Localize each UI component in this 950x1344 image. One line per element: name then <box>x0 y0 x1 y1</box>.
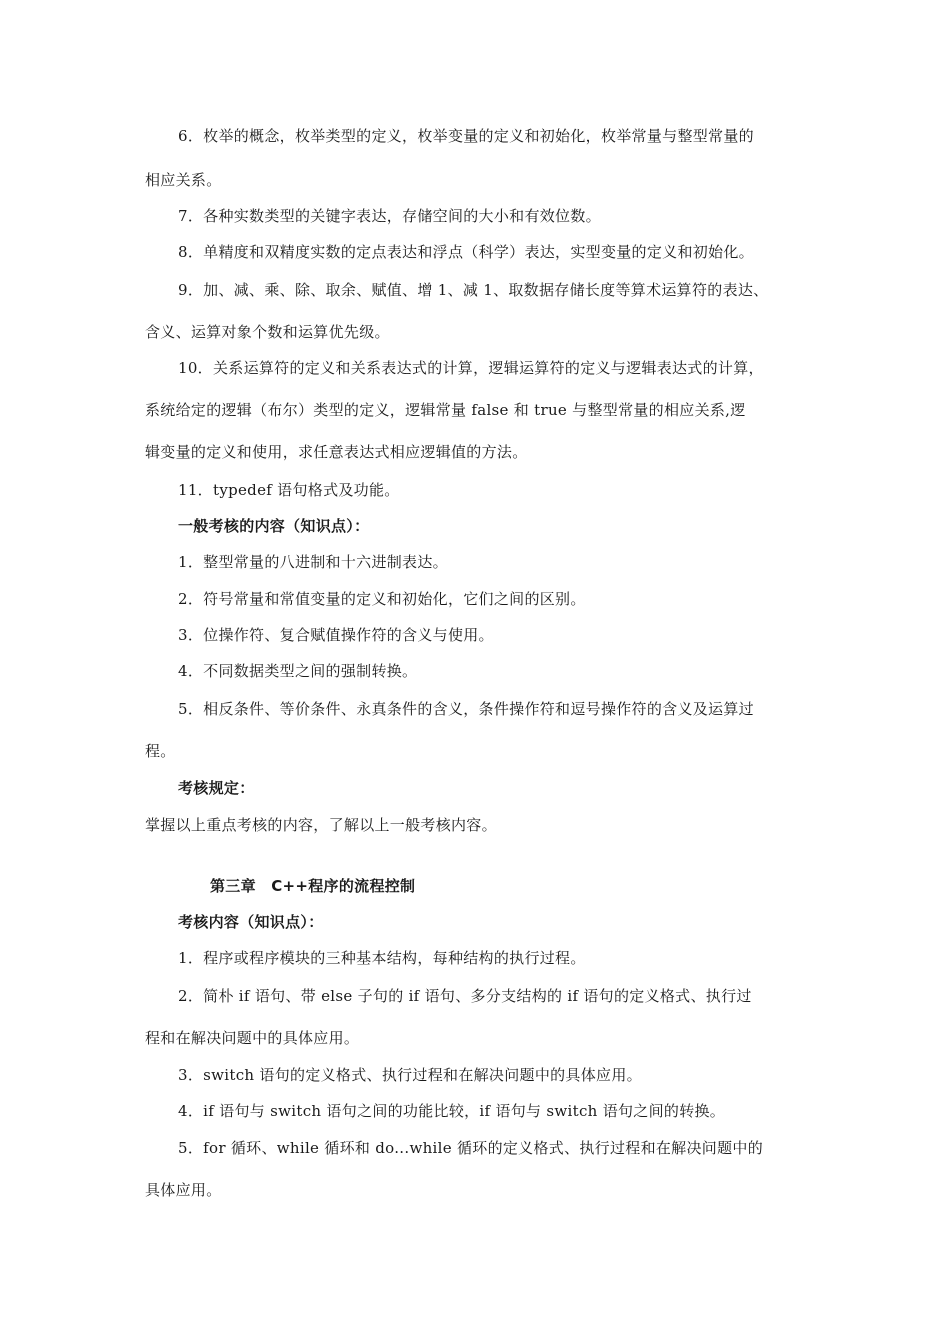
content-item-2-line-2: 程和在解决问题中的具体应用。 <box>145 1029 360 1047</box>
content-item-4: 4．if 语句与 switch 语句之间的功能比较，if 语句与 switch 语句之间的转换。 <box>178 1102 726 1120</box>
content-item-5-line-2: 具体应用。 <box>145 1181 222 1199</box>
section-heading-general: 一般考核的内容（知识点）： <box>178 517 370 535</box>
item-6-line-1: 6．枚举的概念，枚举类型的定义，枚举变量的定义和初始化，枚举常量与整型常量的 <box>178 127 754 145</box>
rules-text: 掌握以上重点考核的内容，了解以上一般考核内容。 <box>145 816 497 834</box>
item-8: 8．单精度和双精度实数的定点表达和浮点（科学）表达，实型变量的定义和初始化。 <box>178 243 754 261</box>
general-item-2: 2．符号常量和常值变量的定义和初始化，它们之间的区别。 <box>178 590 586 608</box>
item-10-line-3: 辑变量的定义和使用，求任意表达式相应逻辑值的方法。 <box>145 443 528 461</box>
item-7: 7．各种实数类型的关键字表达，存储空间的大小和有效位数。 <box>178 207 601 225</box>
content-item-2-line-1: 2．简朴 if 语句、带 else 子句的 if 语句、多分支结构的 if 语句的定义格式、执行过 <box>178 987 752 1005</box>
item-6-line-2: 相应关系。 <box>145 171 222 189</box>
section-heading-content: 考核内容（知识点）： <box>178 913 324 931</box>
section-heading-rules: 考核规定： <box>178 779 255 797</box>
general-item-4: 4．不同数据类型之间的强制转换。 <box>178 662 418 680</box>
item-10-line-2: 系统给定的逻辑（布尔）类型的定义，逻辑常量 false 和 true 与整型常量的相应关系,逻 <box>145 401 746 419</box>
content-item-3: 3．switch 语句的定义格式、执行过程和在解决问题中的具体应用。 <box>178 1066 642 1084</box>
content-item-5-line-1: 5．for 循环、while 循环和 do...while 循环的定义格式、执行过程和在解决问题中的 <box>178 1139 763 1157</box>
general-item-3: 3．位操作符、复合赋值操作符的含义与使用。 <box>178 626 494 644</box>
general-item-5-line-1: 5．相反条件、等价条件、永真条件的含义，条件操作符和逗号操作符的含义及运算过 <box>178 700 754 718</box>
general-item-5-line-2: 程。 <box>145 742 176 760</box>
general-item-1: 1．整型常量的八进制和十六进制表达。 <box>178 553 448 571</box>
chapter-title: 第三章 C++程序的流程控制 <box>210 877 416 895</box>
item-9-line-2: 含义、运算对象个数和运算优先级。 <box>145 323 390 341</box>
item-10-line-1: 10．关系运算符的定义和关系表达式的计算，逻辑运算符的定义与逻辑表达式的计算， <box>178 359 764 377</box>
item-9-line-1: 9．加、减、乘、除、取余、赋值、增 1、减 1、取数据存储长度等算术运算符的表达、 <box>178 281 769 299</box>
item-11: 11．typedef 语句格式及功能。 <box>178 481 400 499</box>
content-item-1: 1．程序或程序模块的三种基本结构，每种结构的执行过程。 <box>178 949 586 967</box>
